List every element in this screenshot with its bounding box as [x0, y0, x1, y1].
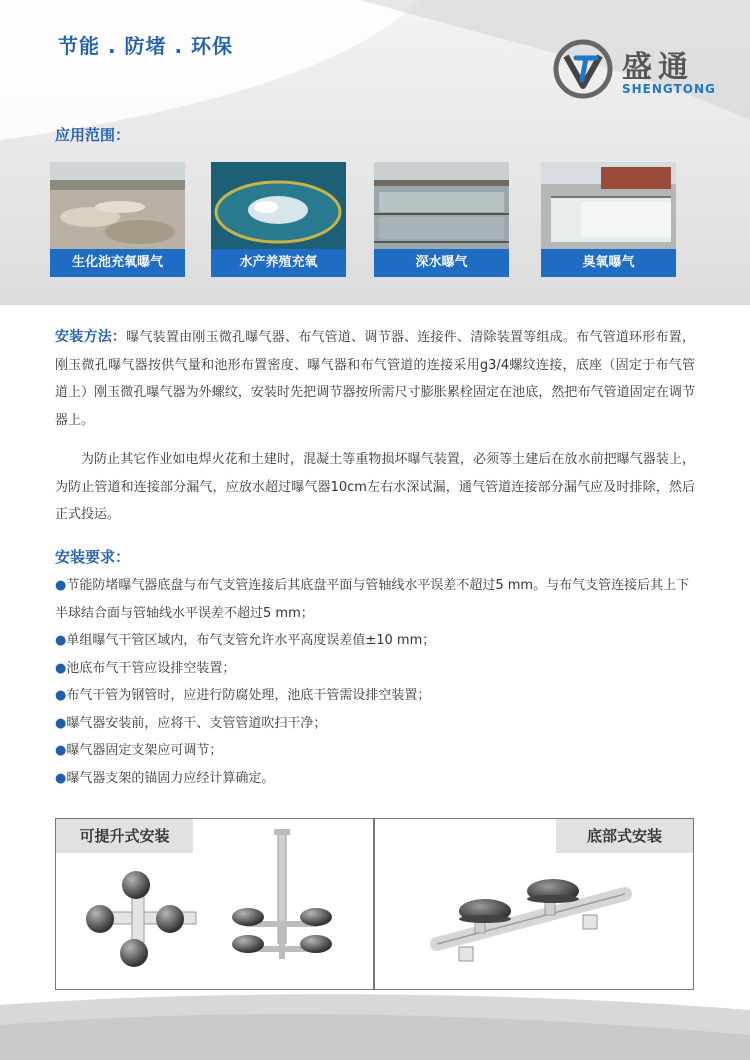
bullet-icon: ● — [55, 743, 67, 758]
bullet-icon: ● — [55, 715, 67, 731]
photo-caption: 水产养殖充氧 — [211, 249, 346, 277]
header-slogan: 节能 . 防堵 . 环保 — [58, 34, 234, 58]
list-item: ●曝气器固定支架应可调节； — [55, 743, 223, 758]
logo-english-name: SHENGTONG — [622, 82, 716, 96]
bullet-icon: ● — [55, 633, 67, 648]
photo-ozone — [541, 162, 676, 277]
bottom-install-panel — [374, 818, 694, 990]
list-item: ●曝气器支架的锚固力应经计算确定。 — [55, 770, 275, 786]
install-requirements-label: 安装要求： — [55, 548, 131, 566]
footer-swoosh — [0, 985, 750, 1060]
install-method-text-1: 曝气装置由刚玉微孔曝气器、布气管道、调节器、连接件、清除装置等组成。布气管道环形布置，刚玉微孔曝气器按供气量和池形布置密度、曝气器和布气管道的连接采用g3/4螺纹连接，底座（固定于布气管道上）刚玉微孔曝气器为外螺纹，安装时先把调节器按所需尺寸膨胀累栓固定在池底，然把布气管道固定在调节器上。 — [55, 330, 695, 428]
photo-caption: 臭氧曝气 — [541, 249, 676, 277]
install-method-paragraph-2: 为防止其它作业如电焊火花和土建时，混凝土等重物损坏曝气装置，必须等土建后在放水前把曝气器装上，为防止管道和连接部分漏气，应放水超过曝气器10cm左右水深试漏，通气管道连接部分漏气应及时排除，然后正式投运。 — [55, 452, 695, 522]
bottom-install-title: 底部式安装 — [556, 819, 693, 853]
photo-biochemical-pool — [50, 162, 185, 277]
photo-deep-water — [374, 162, 509, 277]
bullet-icon: ● — [55, 688, 67, 703]
logo-mark-icon — [552, 38, 614, 100]
list-item: ●节能防堵曝气器底盘与布气支管连接后其底盘平面与管轴线水平误差不超过5 mm。与布气支管连接后其上下半球结合面与管轴线水平误差不超过5 mm； — [55, 578, 690, 621]
logo-chinese-name: 盛通 — [622, 50, 694, 85]
liftable-install-panel — [55, 818, 374, 990]
liftable-diffuser-illustration — [56, 819, 373, 989]
company-logo — [552, 38, 722, 100]
photo-caption: 深水曝气 — [374, 249, 509, 277]
list-item: ●池底布气干管应设排空装置； — [55, 660, 236, 676]
list-item: ●曝气器安装前，应将干、支管管道吹扫干净； — [55, 715, 327, 731]
liftable-install-title: 可提升式安装 — [56, 819, 193, 853]
install-method-label: 安装方法： — [55, 329, 127, 345]
application-label: 应用范围： — [55, 126, 131, 144]
bullet-icon: ● — [55, 578, 67, 593]
bullet-icon: ● — [55, 770, 67, 786]
bullet-icon: ● — [55, 660, 67, 676]
list-item: ●单组曝气干管区域内，布气支管允许水平高度误差值±10 mm； — [55, 633, 436, 648]
photo-aquaculture — [211, 162, 346, 277]
install-requirements-list — [55, 572, 695, 792]
list-item: ●布气干管为钢管时，应进行防腐处理，池底干管需设排空装置； — [55, 688, 431, 703]
photo-caption: 生化池充氧曝气 — [50, 249, 185, 277]
install-method-paragraph-1 — [55, 324, 695, 434]
bottom-diffuser-illustration — [375, 819, 693, 989]
